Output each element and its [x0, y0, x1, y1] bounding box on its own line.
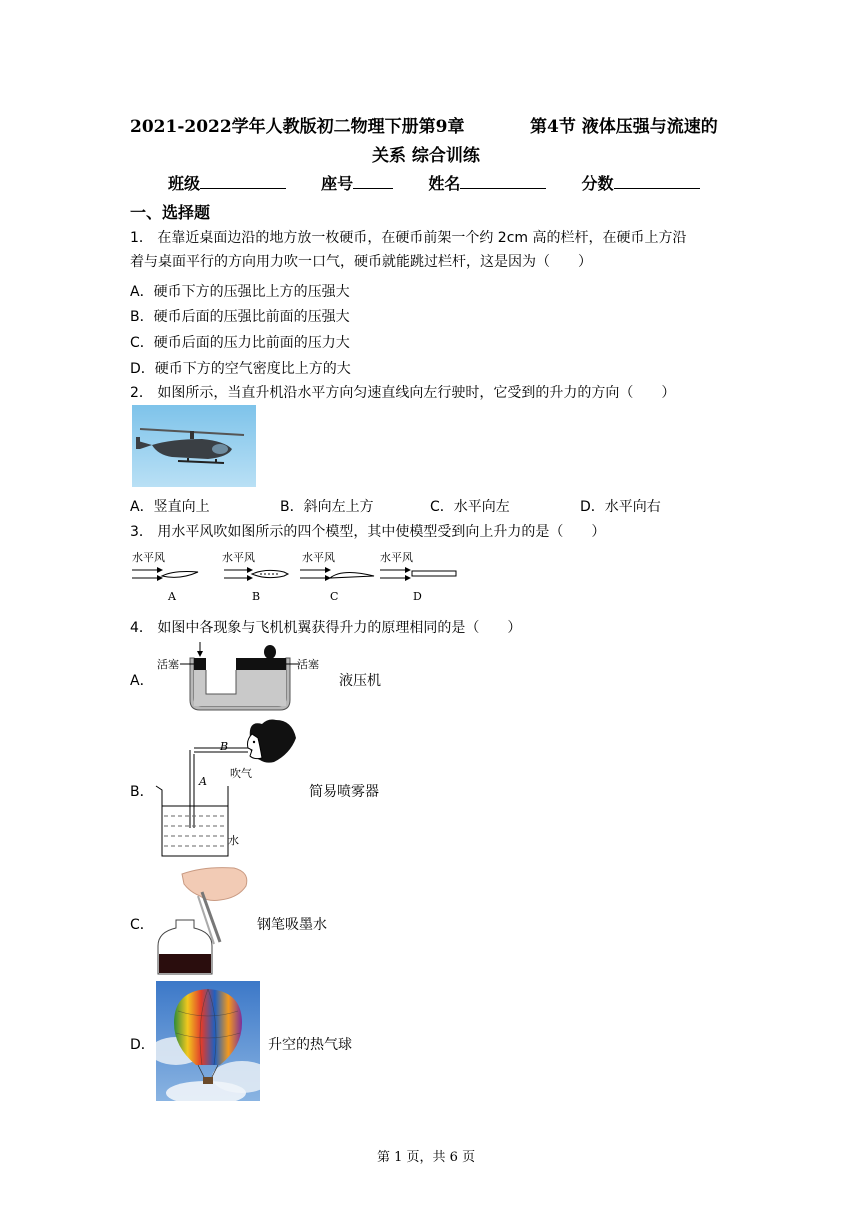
wind-label-a: 水平风 [132, 551, 165, 564]
class-label: 班级 [168, 174, 201, 193]
sprayer-label-a: A [199, 775, 207, 788]
seat-label: 座号 [321, 174, 354, 193]
piston-label-right: 活塞 [297, 658, 319, 671]
q1-option-d: D．硬币下方的空气密度比上方的大 [130, 361, 351, 377]
q4-caption-a: 液压机 [339, 673, 381, 689]
q2-option-d: D．水平向右 [580, 499, 661, 515]
name-label: 姓名 [428, 174, 461, 193]
wind-label-c: 水平风 [302, 551, 335, 564]
model-label-b: B [252, 590, 261, 603]
hydraulic-press-figure [180, 640, 300, 716]
question-3: 3． 用水平风吹如图所示的四个模型，其中使模型受到向上升力的是（ ） [130, 524, 606, 540]
wind-label-b: 水平风 [222, 551, 255, 564]
class-blank [200, 174, 286, 189]
score-blank [614, 174, 700, 189]
score-label: 分数 [581, 174, 614, 193]
question-2: 2． 如图所示，当直升机沿水平方向匀速直线向左行驶时，它受到的升力的方向（ ） [130, 385, 676, 401]
q2-option-c: C．水平向左 [430, 499, 510, 515]
q4-option-b-letter: B． [130, 784, 154, 800]
title-left: 2021-2022学年人教版初二物理下册第9章 [130, 117, 465, 137]
helicopter-photo [132, 405, 256, 487]
q4-option-d-letter: D． [130, 1037, 155, 1053]
sprayer-label-b: B [220, 740, 229, 753]
q1-option-c: C．硬币后面的压力比前面的压力大 [130, 335, 350, 351]
pen-ink-figure [154, 862, 254, 978]
q4-option-c-letter: C． [130, 917, 154, 933]
sprayer-label-blow: 吹气 [230, 767, 252, 780]
title-line2: 关系 综合训练 [372, 146, 480, 166]
q1-option-b: B．硬币后面的压强比前面的压强大 [130, 309, 350, 325]
hot-air-balloon-photo [156, 981, 260, 1101]
model-label-c: C [330, 590, 339, 603]
piston-label-left: 活塞 [157, 658, 179, 671]
wind-label-d: 水平风 [380, 551, 413, 564]
name-blank [460, 174, 546, 189]
section-heading: 一、选择题 [130, 203, 211, 222]
sprayer-label-water: 水 [228, 834, 239, 847]
question-4: 4． 如图中各现象与飞机机翼获得升力的原理相同的是（ ） [130, 620, 522, 636]
question-1-line2: 着与桌面平行的方向用力吹一口气，硬币就能跳过栏杆，这是因为（ ） [130, 254, 592, 270]
q4-caption-b: 简易喷雾器 [309, 784, 379, 800]
model-label-a: A [168, 590, 176, 603]
q4-caption-c: 钢笔吸墨水 [257, 917, 327, 933]
model-label-d: D [413, 590, 422, 603]
page-footer: 第 1 页，共 6 页 [377, 1150, 476, 1165]
question-1-line1: 1． 在靠近桌面边沿的地方放一枚硬币，在硬币前架一个约 2cm 高的栏杆，在硬币上方沿 [130, 230, 687, 246]
seat-blank [353, 174, 393, 189]
sprayer-figure [150, 716, 300, 862]
q4-caption-d: 升空的热气球 [268, 1037, 352, 1053]
q1-option-a: A．硬币下方的压强比上方的压强大 [130, 284, 350, 300]
q2-option-b: B．斜向左上方 [280, 499, 374, 515]
q4-option-a-letter: A． [130, 673, 154, 689]
wind-models-figure [128, 562, 468, 588]
q2-option-a: A．竖直向上 [130, 499, 210, 515]
title-right: 第4节 液体压强与流速的 [530, 117, 718, 137]
info-fields [168, 171, 700, 194]
